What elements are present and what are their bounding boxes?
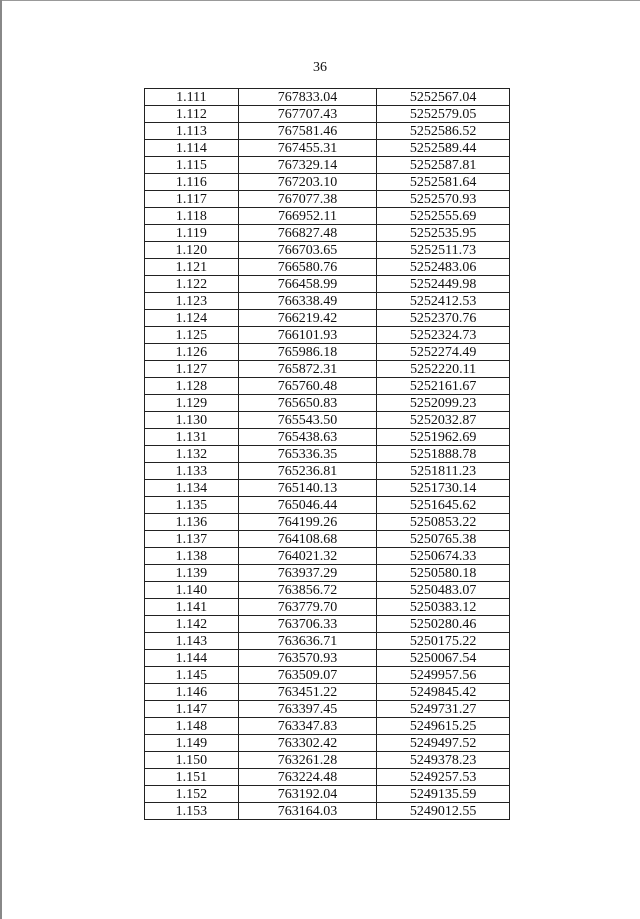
y-coordinate-cell: 5252449.98 xyxy=(377,276,510,293)
x-coordinate-cell: 767581.46 xyxy=(238,123,376,140)
y-coordinate-cell: 5250175.22 xyxy=(377,633,510,650)
point-number-cell: 1.121 xyxy=(145,259,239,276)
point-number-cell: 1.144 xyxy=(145,650,239,667)
table-row xyxy=(145,667,510,684)
x-coordinate-cell: 763451.22 xyxy=(238,684,376,701)
x-coordinate-cell: 765872.31 xyxy=(238,361,376,378)
y-coordinate-cell: 5252579.05 xyxy=(377,106,510,123)
table-row xyxy=(145,242,510,259)
y-coordinate-cell: 5249012.55 xyxy=(377,803,510,820)
point-number-cell: 1.122 xyxy=(145,276,239,293)
table-row xyxy=(145,786,510,803)
coordinates-table-body xyxy=(145,89,510,820)
x-coordinate-cell: 765336.35 xyxy=(238,446,376,463)
x-coordinate-cell: 764108.68 xyxy=(238,531,376,548)
y-coordinate-cell: 5252161.67 xyxy=(377,378,510,395)
x-coordinate-cell: 763224.48 xyxy=(238,769,376,786)
y-coordinate-cell: 5252370.76 xyxy=(377,310,510,327)
y-coordinate-cell: 5252483.06 xyxy=(377,259,510,276)
table-row xyxy=(145,480,510,497)
table-row xyxy=(145,531,510,548)
x-coordinate-cell: 767203.10 xyxy=(238,174,376,191)
y-coordinate-cell: 5251645.62 xyxy=(377,497,510,514)
table-row xyxy=(145,735,510,752)
y-coordinate-cell: 5252220.11 xyxy=(377,361,510,378)
table-row xyxy=(145,446,510,463)
table-row xyxy=(145,582,510,599)
point-number-cell: 1.150 xyxy=(145,752,239,769)
table-row xyxy=(145,293,510,310)
x-coordinate-cell: 767455.31 xyxy=(238,140,376,157)
x-coordinate-cell: 767833.04 xyxy=(238,89,376,106)
table-row xyxy=(145,701,510,718)
y-coordinate-cell: 5251888.78 xyxy=(377,446,510,463)
point-number-cell: 1.145 xyxy=(145,667,239,684)
y-coordinate-cell: 5250483.07 xyxy=(377,582,510,599)
table-row xyxy=(145,123,510,140)
point-number-cell: 1.136 xyxy=(145,514,239,531)
y-coordinate-cell: 5249957.56 xyxy=(377,667,510,684)
x-coordinate-cell: 767077.38 xyxy=(238,191,376,208)
point-number-cell: 1.139 xyxy=(145,565,239,582)
x-coordinate-cell: 763509.07 xyxy=(238,667,376,684)
x-coordinate-cell: 765438.63 xyxy=(238,429,376,446)
x-coordinate-cell: 763261.28 xyxy=(238,752,376,769)
y-coordinate-cell: 5249135.59 xyxy=(377,786,510,803)
table-row xyxy=(145,429,510,446)
x-coordinate-cell: 766458.99 xyxy=(238,276,376,293)
table-row xyxy=(145,361,510,378)
y-coordinate-cell: 5249497.52 xyxy=(377,735,510,752)
point-number-cell: 1.123 xyxy=(145,293,239,310)
table-row xyxy=(145,599,510,616)
point-number-cell: 1.148 xyxy=(145,718,239,735)
y-coordinate-cell: 5250765.38 xyxy=(377,531,510,548)
table-row xyxy=(145,616,510,633)
x-coordinate-cell: 766952.11 xyxy=(238,208,376,225)
point-number-cell: 1.120 xyxy=(145,242,239,259)
point-number-cell: 1.118 xyxy=(145,208,239,225)
point-number-cell: 1.113 xyxy=(145,123,239,140)
table-row xyxy=(145,259,510,276)
x-coordinate-cell: 763856.72 xyxy=(238,582,376,599)
point-number-cell: 1.143 xyxy=(145,633,239,650)
x-coordinate-cell: 766703.65 xyxy=(238,242,376,259)
x-coordinate-cell: 766580.76 xyxy=(238,259,376,276)
table-row xyxy=(145,276,510,293)
y-coordinate-cell: 5252555.69 xyxy=(377,208,510,225)
table-row xyxy=(145,106,510,123)
table-row xyxy=(145,684,510,701)
point-number-cell: 1.117 xyxy=(145,191,239,208)
x-coordinate-cell: 765760.48 xyxy=(238,378,376,395)
point-number-cell: 1.130 xyxy=(145,412,239,429)
page-number: 36 xyxy=(313,60,327,75)
table-row xyxy=(145,191,510,208)
table-row xyxy=(145,565,510,582)
x-coordinate-cell: 765140.13 xyxy=(238,480,376,497)
x-coordinate-cell: 763570.93 xyxy=(238,650,376,667)
table-row xyxy=(145,140,510,157)
point-number-cell: 1.132 xyxy=(145,446,239,463)
table-row xyxy=(145,412,510,429)
y-coordinate-cell: 5250580.18 xyxy=(377,565,510,582)
table-row xyxy=(145,310,510,327)
table-row xyxy=(145,89,510,106)
point-number-cell: 1.149 xyxy=(145,735,239,752)
point-number-cell: 1.127 xyxy=(145,361,239,378)
point-number-cell: 1.140 xyxy=(145,582,239,599)
point-number-cell: 1.115 xyxy=(145,157,239,174)
x-coordinate-cell: 763302.42 xyxy=(238,735,376,752)
y-coordinate-cell: 5249731.27 xyxy=(377,701,510,718)
point-number-cell: 1.131 xyxy=(145,429,239,446)
y-coordinate-cell: 5249257.53 xyxy=(377,769,510,786)
point-number-cell: 1.153 xyxy=(145,803,239,820)
table-row xyxy=(145,803,510,820)
point-number-cell: 1.111 xyxy=(145,89,239,106)
y-coordinate-cell: 5250067.54 xyxy=(377,650,510,667)
y-coordinate-cell: 5252535.95 xyxy=(377,225,510,242)
point-number-cell: 1.125 xyxy=(145,327,239,344)
point-number-cell: 1.152 xyxy=(145,786,239,803)
point-number-cell: 1.116 xyxy=(145,174,239,191)
table-row xyxy=(145,497,510,514)
table-row xyxy=(145,769,510,786)
table-row xyxy=(145,208,510,225)
y-coordinate-cell: 5249615.25 xyxy=(377,718,510,735)
x-coordinate-cell: 765986.18 xyxy=(238,344,376,361)
y-coordinate-cell: 5251730.14 xyxy=(377,480,510,497)
y-coordinate-cell: 5252570.93 xyxy=(377,191,510,208)
x-coordinate-cell: 764199.26 xyxy=(238,514,376,531)
y-coordinate-cell: 5252511.73 xyxy=(377,242,510,259)
y-coordinate-cell: 5252567.04 xyxy=(377,89,510,106)
x-coordinate-cell: 763636.71 xyxy=(238,633,376,650)
table-row xyxy=(145,514,510,531)
table-row xyxy=(145,157,510,174)
x-coordinate-cell: 765543.50 xyxy=(238,412,376,429)
y-coordinate-cell: 5252586.52 xyxy=(377,123,510,140)
table-row xyxy=(145,344,510,361)
point-number-cell: 1.151 xyxy=(145,769,239,786)
point-number-cell: 1.147 xyxy=(145,701,239,718)
table-row xyxy=(145,378,510,395)
table-row xyxy=(145,174,510,191)
point-number-cell: 1.124 xyxy=(145,310,239,327)
point-number-cell: 1.133 xyxy=(145,463,239,480)
x-coordinate-cell: 763779.70 xyxy=(238,599,376,616)
table-row xyxy=(145,633,510,650)
table-row xyxy=(145,395,510,412)
table-row xyxy=(145,718,510,735)
x-coordinate-cell: 766101.93 xyxy=(238,327,376,344)
page-top-edge xyxy=(0,0,640,1)
table-row xyxy=(145,650,510,667)
x-coordinate-cell: 765236.81 xyxy=(238,463,376,480)
y-coordinate-cell: 5250853.22 xyxy=(377,514,510,531)
table-row xyxy=(145,327,510,344)
page-left-edge xyxy=(0,0,2,919)
x-coordinate-cell: 766827.48 xyxy=(238,225,376,242)
y-coordinate-cell: 5252581.64 xyxy=(377,174,510,191)
x-coordinate-cell: 767707.43 xyxy=(238,106,376,123)
point-number-cell: 1.112 xyxy=(145,106,239,123)
y-coordinate-cell: 5249378.23 xyxy=(377,752,510,769)
point-number-cell: 1.137 xyxy=(145,531,239,548)
point-number-cell: 1.126 xyxy=(145,344,239,361)
y-coordinate-cell: 5250383.12 xyxy=(377,599,510,616)
table-row xyxy=(145,548,510,565)
point-number-cell: 1.142 xyxy=(145,616,239,633)
x-coordinate-cell: 763192.04 xyxy=(238,786,376,803)
point-number-cell: 1.138 xyxy=(145,548,239,565)
x-coordinate-cell: 767329.14 xyxy=(238,157,376,174)
point-number-cell: 1.129 xyxy=(145,395,239,412)
x-coordinate-cell: 763397.45 xyxy=(238,701,376,718)
y-coordinate-cell: 5252274.49 xyxy=(377,344,510,361)
x-coordinate-cell: 763164.03 xyxy=(238,803,376,820)
x-coordinate-cell: 763706.33 xyxy=(238,616,376,633)
x-coordinate-cell: 766219.42 xyxy=(238,310,376,327)
y-coordinate-cell: 5251962.69 xyxy=(377,429,510,446)
y-coordinate-cell: 5249845.42 xyxy=(377,684,510,701)
y-coordinate-cell: 5252587.81 xyxy=(377,157,510,174)
x-coordinate-cell: 763937.29 xyxy=(238,565,376,582)
y-coordinate-cell: 5250280.46 xyxy=(377,616,510,633)
point-number-cell: 1.141 xyxy=(145,599,239,616)
table-row xyxy=(145,463,510,480)
table-row xyxy=(145,225,510,242)
table-row xyxy=(145,752,510,769)
x-coordinate-cell: 765650.83 xyxy=(238,395,376,412)
y-coordinate-cell: 5252099.23 xyxy=(377,395,510,412)
y-coordinate-cell: 5252412.53 xyxy=(377,293,510,310)
x-coordinate-cell: 763347.83 xyxy=(238,718,376,735)
x-coordinate-cell: 764021.32 xyxy=(238,548,376,565)
y-coordinate-cell: 5250674.33 xyxy=(377,548,510,565)
x-coordinate-cell: 765046.44 xyxy=(238,497,376,514)
y-coordinate-cell: 5251811.23 xyxy=(377,463,510,480)
y-coordinate-cell: 5252324.73 xyxy=(377,327,510,344)
y-coordinate-cell: 5252589.44 xyxy=(377,140,510,157)
y-coordinate-cell: 5252032.87 xyxy=(377,412,510,429)
point-number-cell: 1.135 xyxy=(145,497,239,514)
x-coordinate-cell: 766338.49 xyxy=(238,293,376,310)
point-number-cell: 1.128 xyxy=(145,378,239,395)
point-number-cell: 1.146 xyxy=(145,684,239,701)
point-number-cell: 1.134 xyxy=(145,480,239,497)
point-number-cell: 1.114 xyxy=(145,140,239,157)
point-number-cell: 1.119 xyxy=(145,225,239,242)
coordinates-table xyxy=(144,88,510,820)
